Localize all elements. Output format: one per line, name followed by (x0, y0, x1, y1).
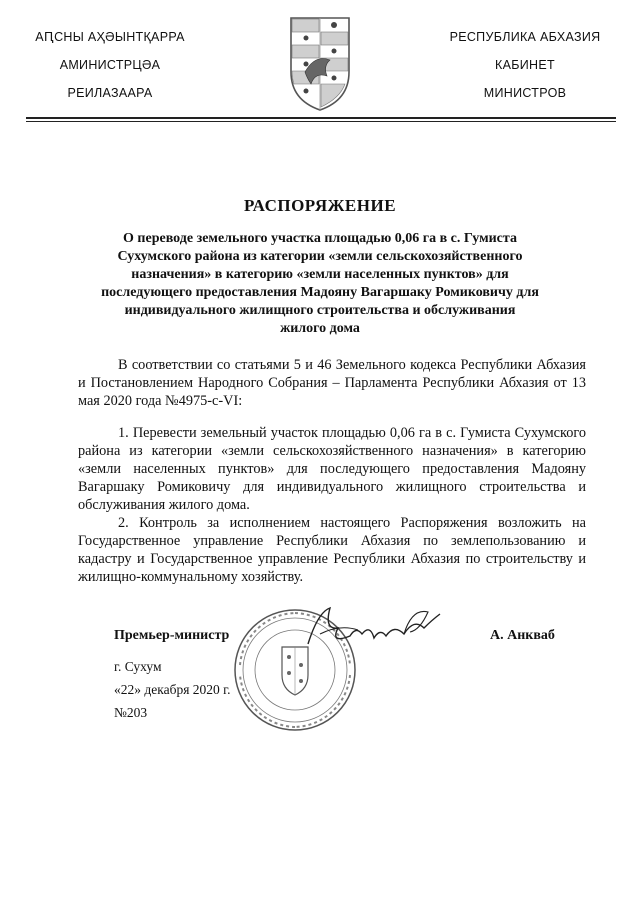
header-divider-bottom (26, 121, 616, 122)
header-left-line-2: АМИНИСТРЦӘА (59, 58, 161, 72)
signer-name: А. Анкваб (490, 628, 555, 643)
document-subject: О переводе земельного участка площадью 0,06 га в с. Гумиста Сухумского района из категории «земли сельскохозяйственного назначения» в категорию «земли населенных пунктов» для последующего предоставления Мадояну Вагаршаку Ромиковичу для индивидуального жилищного строительства и обслуживания жилого дома (101, 231, 539, 336)
document-date: «22» декабря 2020 г. (114, 682, 231, 697)
intro-paragraph: В соответствии со статьями 5 и 46 Земельного кодекса Республики Абхазия и Постановлением Народного Собрания – Парламента Республики Абхазия от 13 мая 2020 года №4975-с-VI: (78, 357, 586, 409)
header-right-block (440, 30, 610, 114)
header-right-line-2: КАБИНЕТ (495, 58, 555, 72)
coat-of-arms-emblem (285, 14, 355, 114)
document-title: РАСПОРЯЖЕНИЕ (243, 196, 397, 215)
header-left-line-3: РЕИЛАЗААРА (67, 86, 153, 100)
header-left-line-1: АԤСНЫ АҲӘЫНТҚАРРА (35, 30, 185, 44)
item-2-paragraph: 2. Контроль за исполнением настоящего Распоряжения возложить на Государственное управление Республики Абхазия по землепользованию и кадастру и Государственное управление Республики Абхазия по строительству и жилищно-коммунальному хозяйству. (78, 515, 586, 585)
document-city: г. Сухум (114, 659, 162, 674)
signer-position: Премьер-министр (114, 628, 230, 643)
header-divider-top (26, 117, 616, 119)
item-1-paragraph: 1. Перевести земельный участок площадью 0,06 га в с. Гумиста Сухумского района из категории «земли сельскохозяйственного назначения» в категорию «земли населенных пунктов» для последующего предоставления Мадояну Вагаршаку Ромиковичу для индивидуального жилищного строительства и обслуживания жилого дома. (78, 425, 586, 513)
document-number: №203 (114, 705, 148, 720)
handwritten-signature (300, 600, 450, 655)
header-right-line-3: МИНИСТРОВ (483, 86, 567, 100)
header-right-line-1: РЕСПУБЛИКА АБХАЗИЯ (449, 30, 601, 44)
header-left-block (30, 30, 190, 114)
